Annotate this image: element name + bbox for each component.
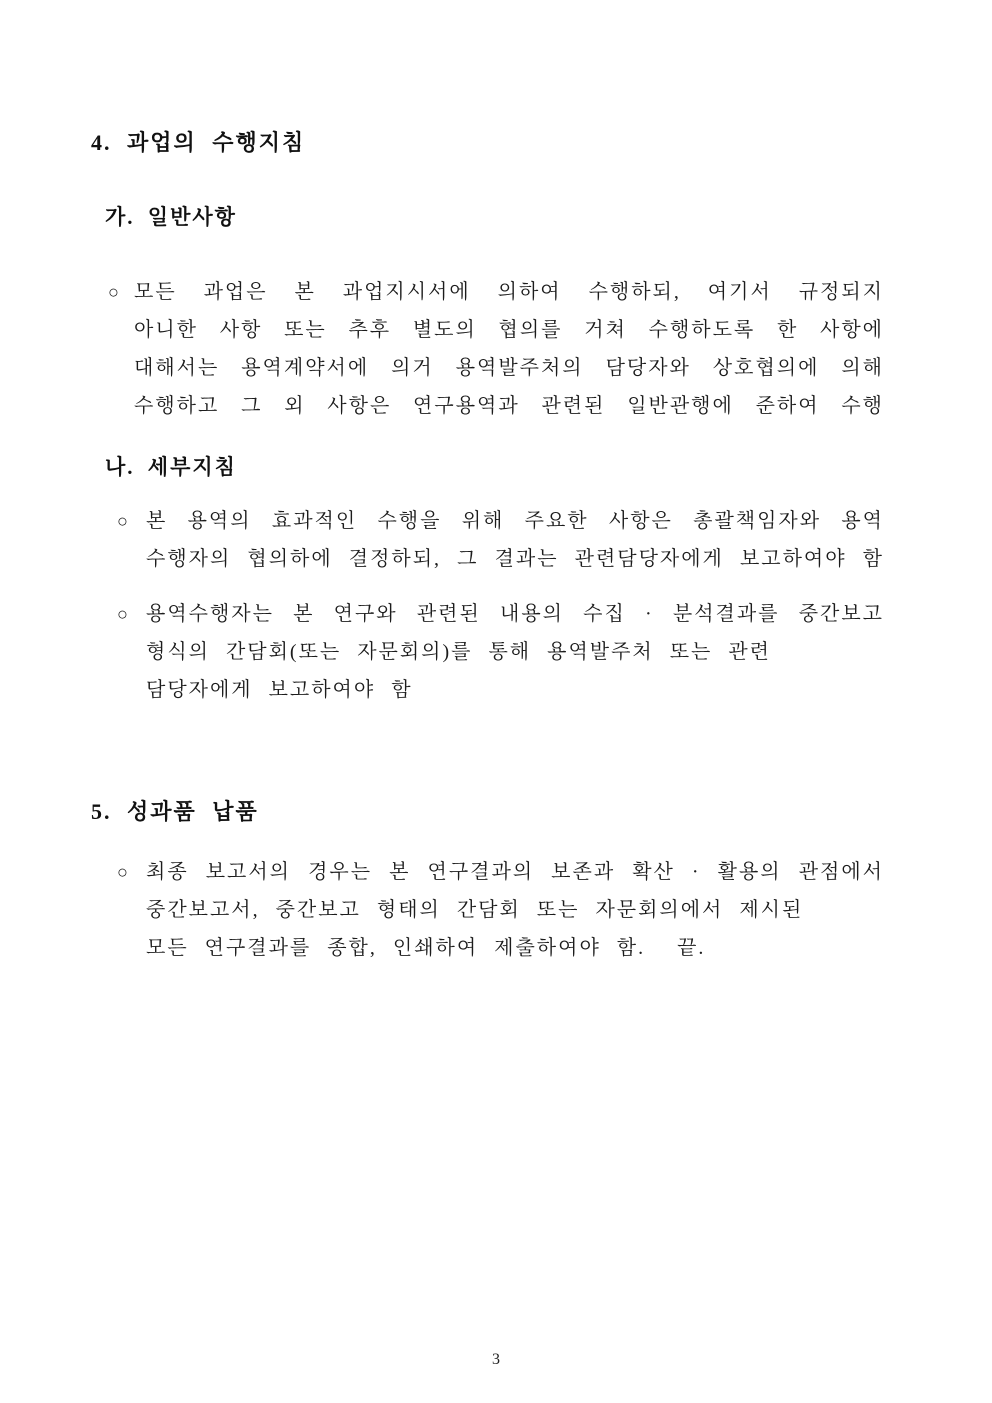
text-line: 용역수행자는 본 연구와 관련된 내용의 수집 · 분석결과를 중간보고: [146, 603, 884, 625]
text-line: 모든 과업은 본 과업지시서에 의하여 수행하되, 여기서 규정되지: [134, 281, 884, 303]
subsection-na-heading: 나. 세부지침: [105, 455, 237, 479]
text-line: 본 용역의 효과적인 수행을 위해 주요한 사항은 총괄책임자와 용역: [146, 510, 884, 532]
section-4-heading: 4. 과업의 수행지침: [91, 130, 306, 155]
bullet-circle-icon: ○: [117, 862, 128, 882]
text-line: 담당자에게 보고하여야 함: [146, 679, 413, 701]
text-line: 수행하고 그 외 사항은 연구용역과 관련된 일반관행에 준하여 수행: [134, 395, 884, 417]
detail-bullet-1-paragraph: [146, 502, 884, 578]
page-number: 3: [492, 1351, 500, 1368]
text-line: 아니한 사항 또는 추후 별도의 협의를 거쳐 수행하도록 한 사항에: [134, 319, 884, 341]
section-5-heading: 5. 성과품 납품: [91, 799, 259, 824]
bullet-circle-icon: ○: [117, 511, 128, 531]
bullet-circle-icon: ○: [117, 604, 128, 624]
text-line: 대해서는 용역계약서에 의거 용역발주처의 담당자와 상호협의에 의해: [134, 357, 884, 379]
text-line: 최종 보고서의 경우는 본 연구결과의 보존과 확산 · 활용의 관점에서: [146, 861, 884, 883]
text-line: 수행자의 협의하에 결정하되, 그 결과는 관련담당자에게 보고하여야 함: [146, 548, 884, 570]
bullet-circle-icon: ○: [108, 282, 119, 302]
text-line: 중간보고서, 중간보고 형태의 간담회 또는 자문회의에서 제시된: [146, 899, 804, 921]
detail-bullet-2-paragraph: [146, 595, 884, 709]
text-line: 형식의 간담회(또는 자문회의)를 통해 용역발주처 또는 관련: [146, 641, 771, 663]
subsection-ga-heading: 가. 일반사항: [105, 205, 237, 229]
general-bullet-paragraph: [134, 273, 884, 425]
deliverable-bullet-paragraph: [146, 853, 884, 967]
text-line: 모든 연구결과를 종합, 인쇄하여 제출하여야 함. 끝.: [146, 937, 706, 959]
